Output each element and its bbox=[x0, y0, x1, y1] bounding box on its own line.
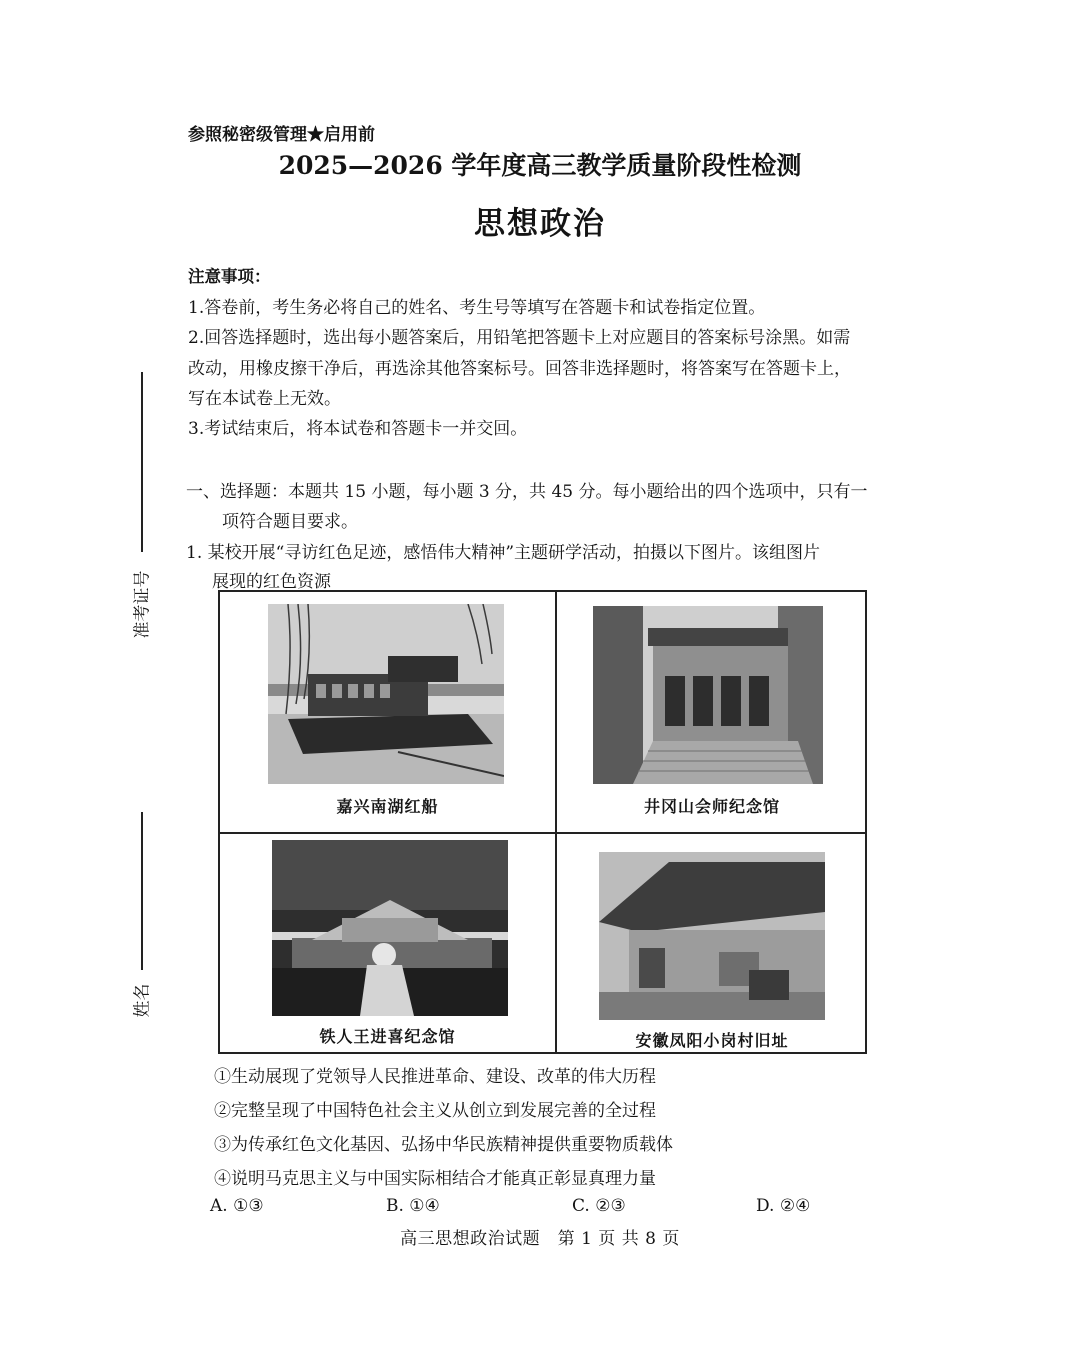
answer-options bbox=[210, 1196, 850, 1222]
section-heading-cont: 项符合题目要求。 bbox=[222, 512, 358, 532]
subject-title: 思想政治 bbox=[474, 206, 606, 242]
photo-caption: 铁人王进喜纪念馆 bbox=[319, 1027, 456, 1046]
notes-heading: 注意事项： bbox=[188, 267, 271, 286]
exam-id-underline bbox=[141, 372, 143, 552]
question-1-stem: 1. 某校开展“寻访红色足迹，感悟伟大精神”主题研学活动，拍摄以下图片。该组图片 bbox=[186, 543, 821, 563]
statement-item: ④说明马克思主义与中国实际相结合才能真正彰显真理力量 bbox=[214, 1169, 656, 1189]
notes-line: 3.考试结束后，将本试卷和答题卡一并交回。 bbox=[188, 419, 528, 439]
question-1-stem-cont: 展现的红色资源 bbox=[212, 572, 331, 592]
statement-item: ③为传承红色文化基因、弘扬中华民族精神提供重要物质载体 bbox=[214, 1135, 673, 1155]
statement-item: ②完整呈现了中国特色社会主义从创立到发展完善的全过程 bbox=[214, 1101, 656, 1121]
notes-line: 1.答卷前，考生务必将自己的姓名、考生号等填写在答题卡和试卷指定位置。 bbox=[188, 298, 766, 318]
jinggangshan-photo bbox=[593, 606, 823, 784]
page-footer: 高三思想政治试题 第 1 页 共 8 页 bbox=[400, 1229, 680, 1249]
name-label: 姓名 bbox=[132, 983, 153, 1018]
notes-line: 2.回答选择题时，选出每小题答案后，用铅笔把答题卡上对应题目的答案标号涂黑。如需 bbox=[188, 328, 851, 348]
red-boat-photo bbox=[268, 604, 504, 784]
photo-grid bbox=[218, 590, 867, 1054]
confidentiality-label: 参照秘密级管理★启用前 bbox=[188, 125, 375, 145]
photo-cell-wangjinxi bbox=[220, 834, 555, 1054]
photo-caption: 嘉兴南湖红船 bbox=[336, 797, 439, 816]
exam-title: 2025—2026 学年度高三教学质量阶段性检测 bbox=[278, 151, 802, 180]
exam-id-label: 准考证号 bbox=[132, 570, 153, 639]
photo-caption: 井冈山会师纪念馆 bbox=[643, 797, 780, 816]
option-c: C. ②③ bbox=[572, 1196, 626, 1216]
section-heading: 一、选择题：本题共 15 小题，每小题 3 分，共 45 分。每小题给出的四个选项中，只有一 bbox=[186, 482, 868, 502]
option-b: B. ①④ bbox=[386, 1196, 440, 1216]
photo-cell-red-boat bbox=[220, 592, 555, 832]
xiaogang-photo bbox=[599, 852, 825, 1020]
name-underline bbox=[141, 812, 143, 970]
wangjinxi-photo bbox=[272, 840, 508, 1016]
notes-line: 写在本试卷上无效。 bbox=[188, 389, 341, 409]
photo-cell-jinggangshan bbox=[557, 592, 867, 832]
photo-cell-xiaogang bbox=[557, 834, 867, 1054]
option-d: D. ②④ bbox=[756, 1196, 811, 1216]
statement-item: ①生动展现了党领导人民推进革命、建设、改革的伟大历程 bbox=[214, 1067, 656, 1087]
photo-caption: 安徽凤阳小岗村旧址 bbox=[635, 1031, 789, 1050]
option-a: A. ①③ bbox=[210, 1196, 264, 1216]
notes-line: 改动，用橡皮擦干净后，再选涂其他答案标号。回答非选择题时，将答案写在答题卡上， bbox=[188, 359, 851, 379]
